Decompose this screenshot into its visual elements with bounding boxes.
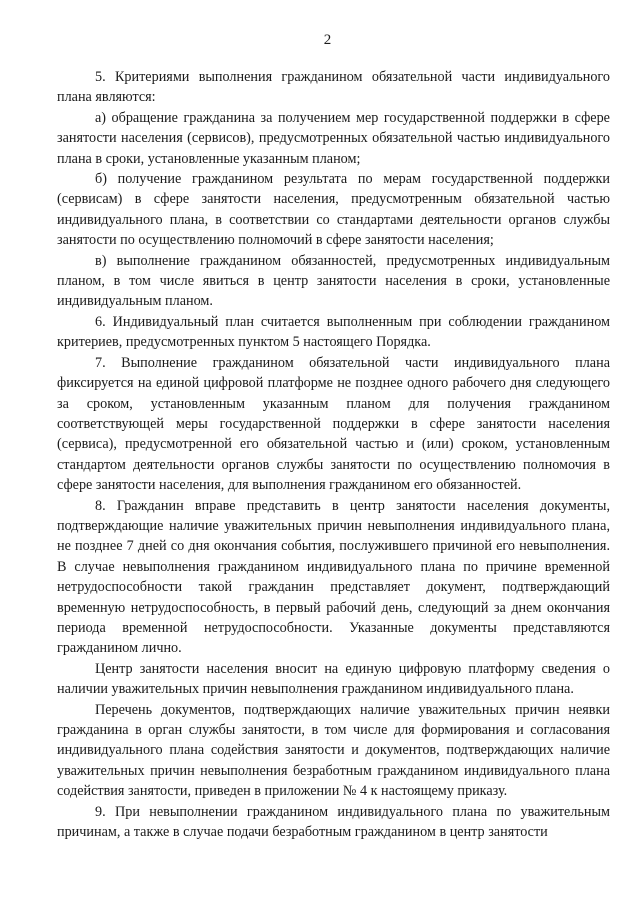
paragraph-criteria-b: б) получение гражданином результата по мерам государственной поддержки (сервисам) в сфере занятости населения, предусмотренным обязательной частью индивидуального плана, в соответствии со стандартами деятельности органов службы занятости по осуществлению полномочий в сфере занятости населения; — [57, 171, 610, 249]
paragraph-item-6: 6. Индивидуальный план считается выполненным при соблюдении гражданином критериев, предусмотренных пунктом 5 настоящего Порядка. — [57, 313, 610, 351]
paragraph-item-7: 7. Выполнение гражданином обязательной части индивидуального плана фиксируется на единой цифровой платформе не позднее одного рабочего дня следующего за сроком, установленным указанным планом для получения гражданином соответствующей меры государственной поддержки в сфере занятости населения (сервиса), предусмотренной его обязательной частью и (или) сроком, установленным стандартом деятельности органов службы занятости по осуществлению полномочия в сфере занятости населения, для выполнения гражданином его обязанностей. — [57, 354, 610, 494]
paragraph-item-8: 8. Гражданин вправе представить в центр занятости населения документы, подтверждающие наличие уважительных причин невыполнения индивидуального плана, не позднее 7 дней со дня окончания события, послужившего причиной его невыполнения. В случае невыполнения гражданином индивидуального плана по причине временной нетрудоспособности такой гражданин представляет документ, подтверждающий временную нетрудоспособность, в первый рабочий день, следующий за днем окончания периода временной нетрудоспособности. Указанные документы представляются гражданином лично. — [57, 497, 610, 657]
paragraph-criteria-a: а) обращение гражданина за получением мер государственной поддержки в сфере занятости населения (сервисов), предусмотренных обязательной частью индивидуального плана в сроки, установленные указанным планом; — [57, 109, 610, 167]
page-number: 2 — [323, 32, 332, 48]
paragraph-item-8-platform: Центр занятости населения вносит на единую цифровую платформу сведения о наличии уважительных причин невыполнения гражданином индивидуального плана. — [57, 660, 610, 698]
paragraph-item-8-documents-list: Перечень документов, подтверждающих наличие уважительных причин неявки гражданина в орган службы занятости, в том числе для формирования и согласования индивидуального плана содействия занятости и документов, подтверждающих наличие уважительных причин невыполнения безработным гражданином индивидуального плана содействия занятости, приведен в приложении № 4 к настоящему приказу. — [57, 701, 610, 800]
paragraph-criteria-c: в) выполнение гражданином обязанностей, предусмотренных индивидуальным планом, в том числе явиться в центр занятости населения в сроки, установленные индивидуальным планом. — [57, 252, 610, 310]
paragraph-item-9: 9. При невыполнении гражданином индивидуального плана по уважительным причинам, а также в случае подачи безработным гражданином в центр занятости — [57, 803, 610, 841]
paragraph-criteria-intro: 5. Критериями выполнения гражданином обязательной части индивидуального плана являются: — [57, 69, 610, 106]
